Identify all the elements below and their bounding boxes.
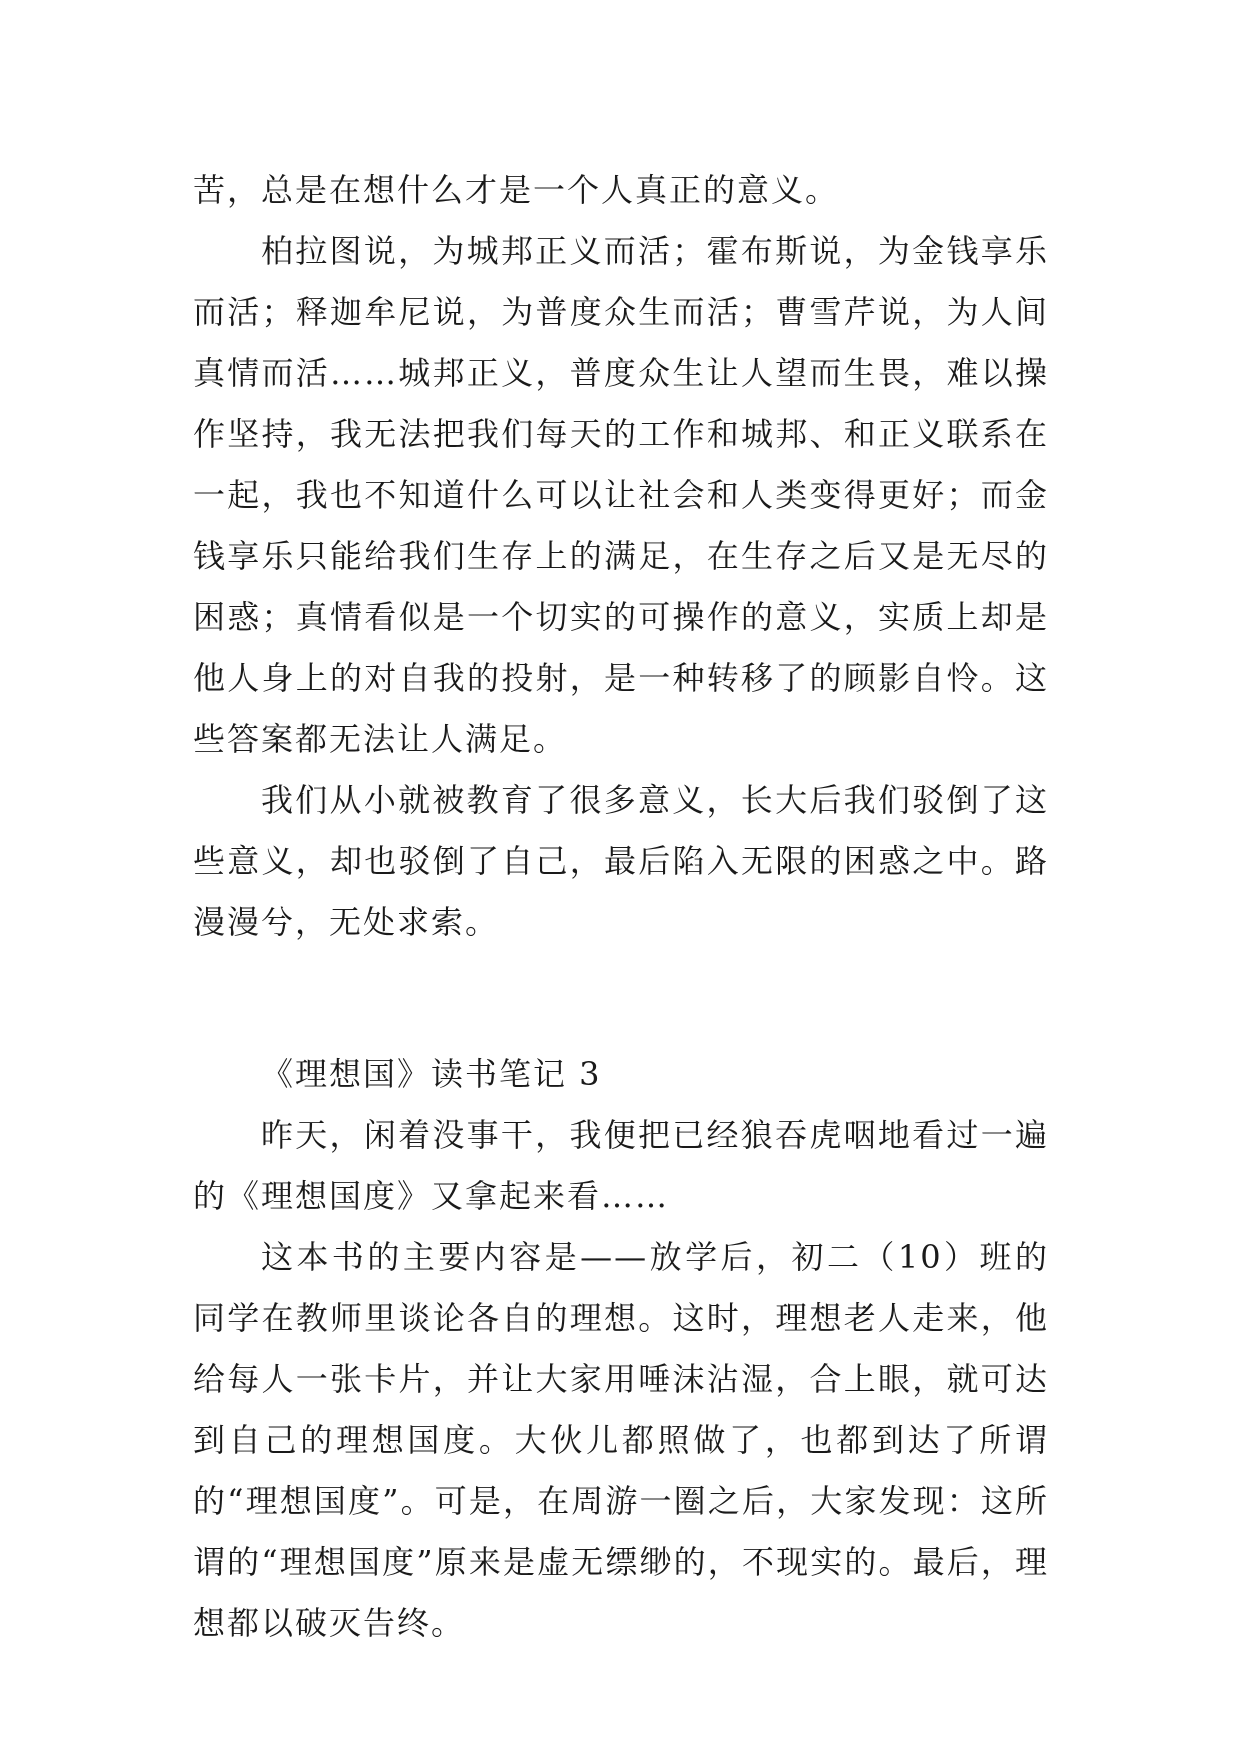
document-body bbox=[193, 160, 1049, 1654]
section-spacer bbox=[193, 953, 1049, 1044]
section-title: 《理想国》读书笔记 3 bbox=[261, 1055, 602, 1093]
paragraph-book-summary: 这本书的主要内容是——放学后，初二（10）班的同学在教师里谈论各自的理想。这时，理想老人走来，他给每人一张卡片，并让大家用唾沫沾湿，合上眼，就可达到自己的理想国度。大伙儿都照做了，也都到达了所谓的“理想国度”。可是，在周游一圈之后，大家发现：这所谓的“理想国度”原来是虚无缥缈的，不现实的。最后，理想都以破灭告终。 bbox=[193, 1238, 1049, 1642]
paragraph-confusion: 我们从小就被教育了很多意义，长大后我们驳倒了这些意义，却也驳倒了自己，最后陷入无限的困惑之中。路漫漫兮，无处求索。 bbox=[193, 781, 1049, 941]
paragraph-philosophers: 柏拉图说，为城邦正义而活；霍布斯说，为金钱享乐而活；释迦牟尼说，为普度众生而活；曹雪芹说，为人间真情而活……城邦正义，普度众生让人望而生畏，难以操作坚持，我无法把我们每天的工作和城邦、和正义联系在一起，我也不知道什么可以让社会和人类变得更好；而金钱享乐只能给我们生存上的满足，在生存之后又是无尽的困惑；真情看似是一个切实的可操作的意义，实质上却是他人身上的对自我的投射，是一种转移了的顾影自怜。这些答案都无法让人满足。 bbox=[193, 232, 1049, 758]
paragraph-continuation: 苦，总是在想什么才是一个人真正的意义。 bbox=[193, 171, 840, 209]
paragraph-yesterday: 昨天，闲着没事干，我便把已经狼吞虎咽地看过一遍的《理想国度》又拿起来看…… bbox=[193, 1116, 1049, 1215]
